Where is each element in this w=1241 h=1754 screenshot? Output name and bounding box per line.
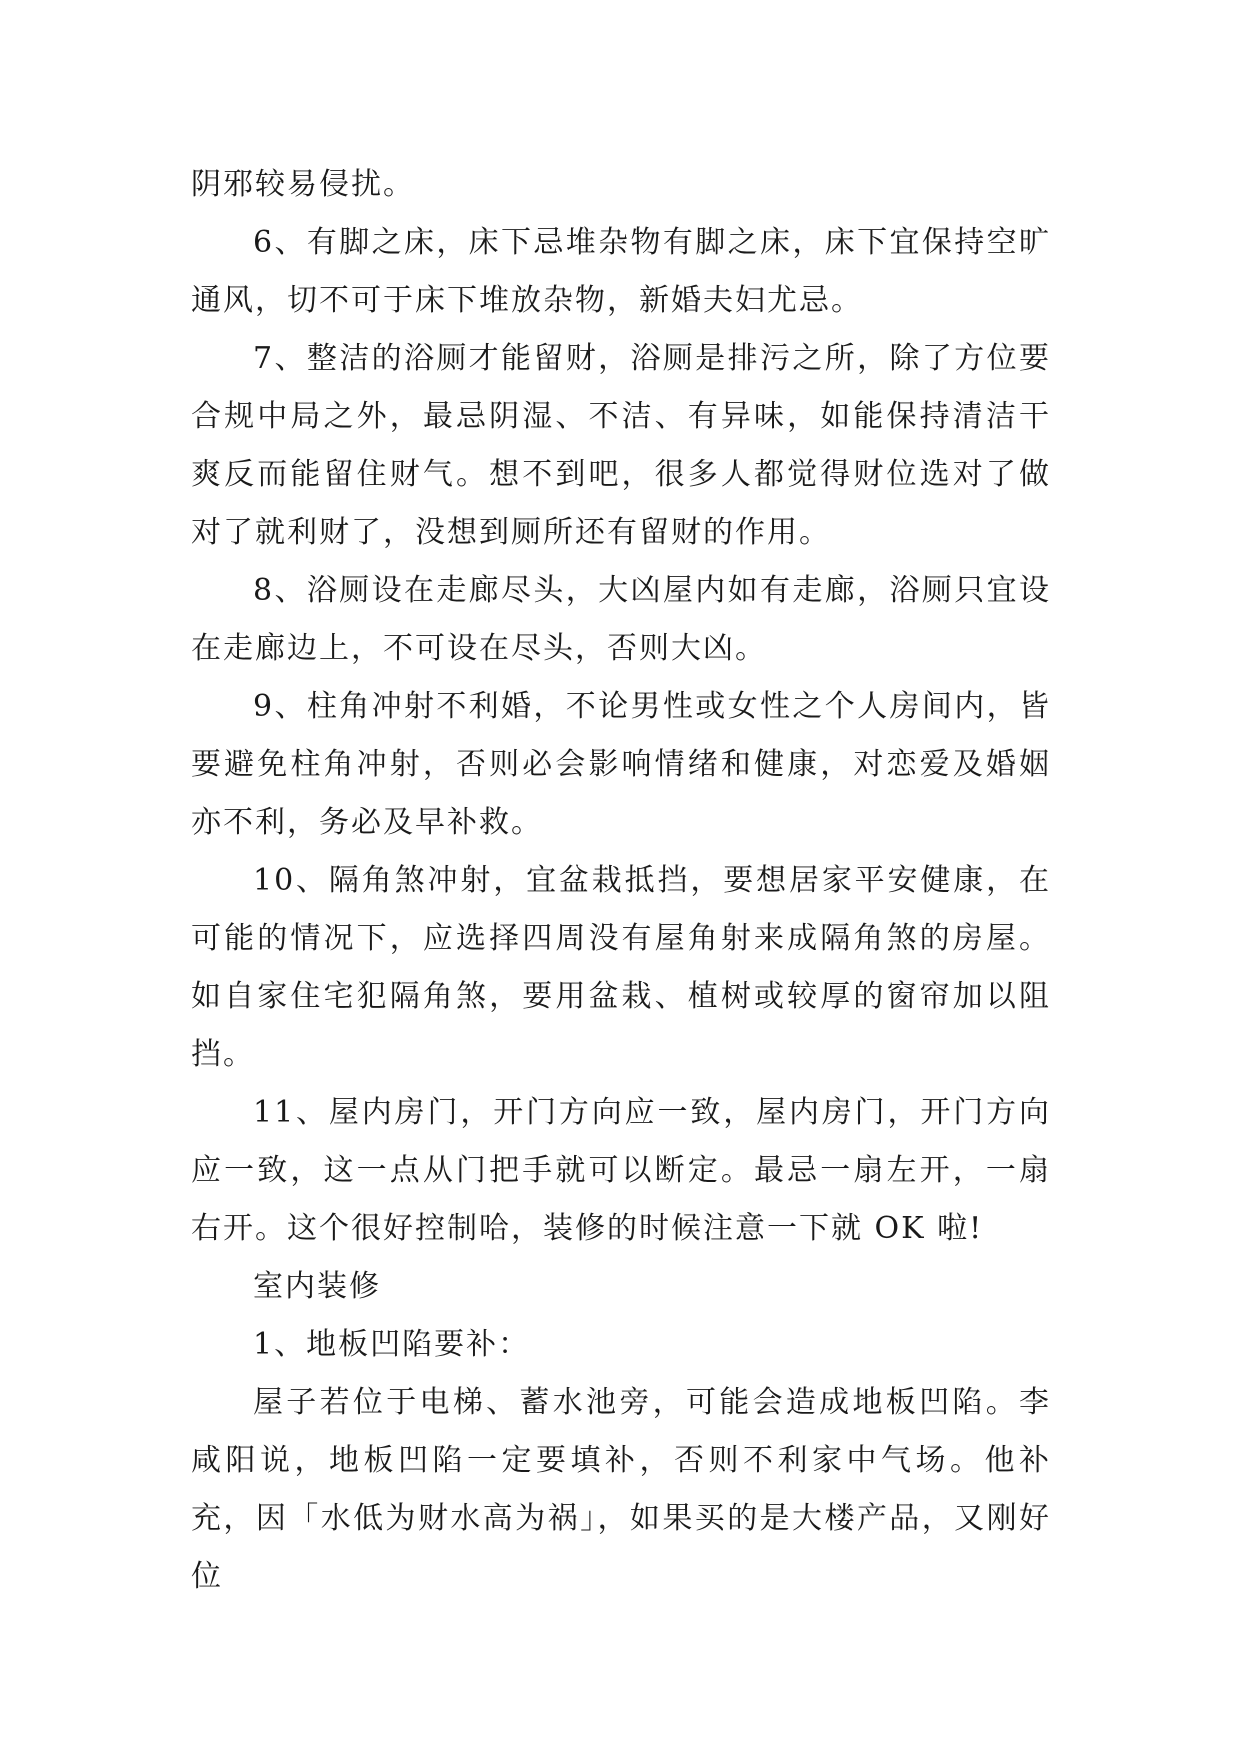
paragraph-item-9: 9、柱角冲射不利婚，不论男性或女性之个人房间内，皆要避免柱角冲射，否则必会影响情绪和健康，对恋爱及婚姻亦不利，务必及早补救。 (191, 689, 1051, 840)
paragraph-continuation: 阴邪较易侵扰。 (191, 167, 415, 202)
paragraph-floor: 屋子若位于电梯、蓄水池旁，可能会造成地板凹陷。李咸阳说，地板凹陷一定要填补，否则不利家中气场。他补充，因「水低为财水高为祸」，如果买的是大楼产品，又刚好位 (191, 1385, 1051, 1594)
paragraph-item-10: 10、隔角煞冲射，宜盆栽抵挡，要想居家平安健康，在可能的情况下，应选择四周没有屋角射来成隔角煞的房屋。如自家住宅犯隔角煞，要用盆栽、植树或较厚的窗帘加以阻挡。 (191, 863, 1051, 1072)
paragraph-item-6: 6、有脚之床，床下忌堆杂物有脚之床，床下宜保持空旷通风，切不可于床下堆放杂物，新婚夫妇尤忌。 (191, 225, 1051, 318)
document-body (191, 156, 1051, 1606)
paragraph-item-7: 7、整洁的浴厕才能留财，浴厕是排污之所，除了方位要合规中局之外，最忌阴湿、不洁、有异味，如能保持清洁干爽反而能留住财气。想不到吧，很多人都觉得财位选对了做对了就利财了，没想到厕所还有留财的作用。 (191, 341, 1051, 550)
paragraph-item-11: 11、屋内房门，开门方向应一致，屋内房门，开门方向应一致，这一点从门把手就可以断定。最忌一扇左开，一扇右开。这个很好控制哈，装修的时候注意一下就 OK 啦! (191, 1095, 1051, 1246)
section-heading: 室内装修 (253, 1269, 381, 1304)
subsection-heading: 1、地板凹陷要补： (253, 1327, 531, 1362)
paragraph-item-8: 8、浴厕设在走廊尽头，大凶屋内如有走廊，浴厕只宜设在走廊边上，不可设在尽头，否则大凶。 (191, 573, 1051, 666)
